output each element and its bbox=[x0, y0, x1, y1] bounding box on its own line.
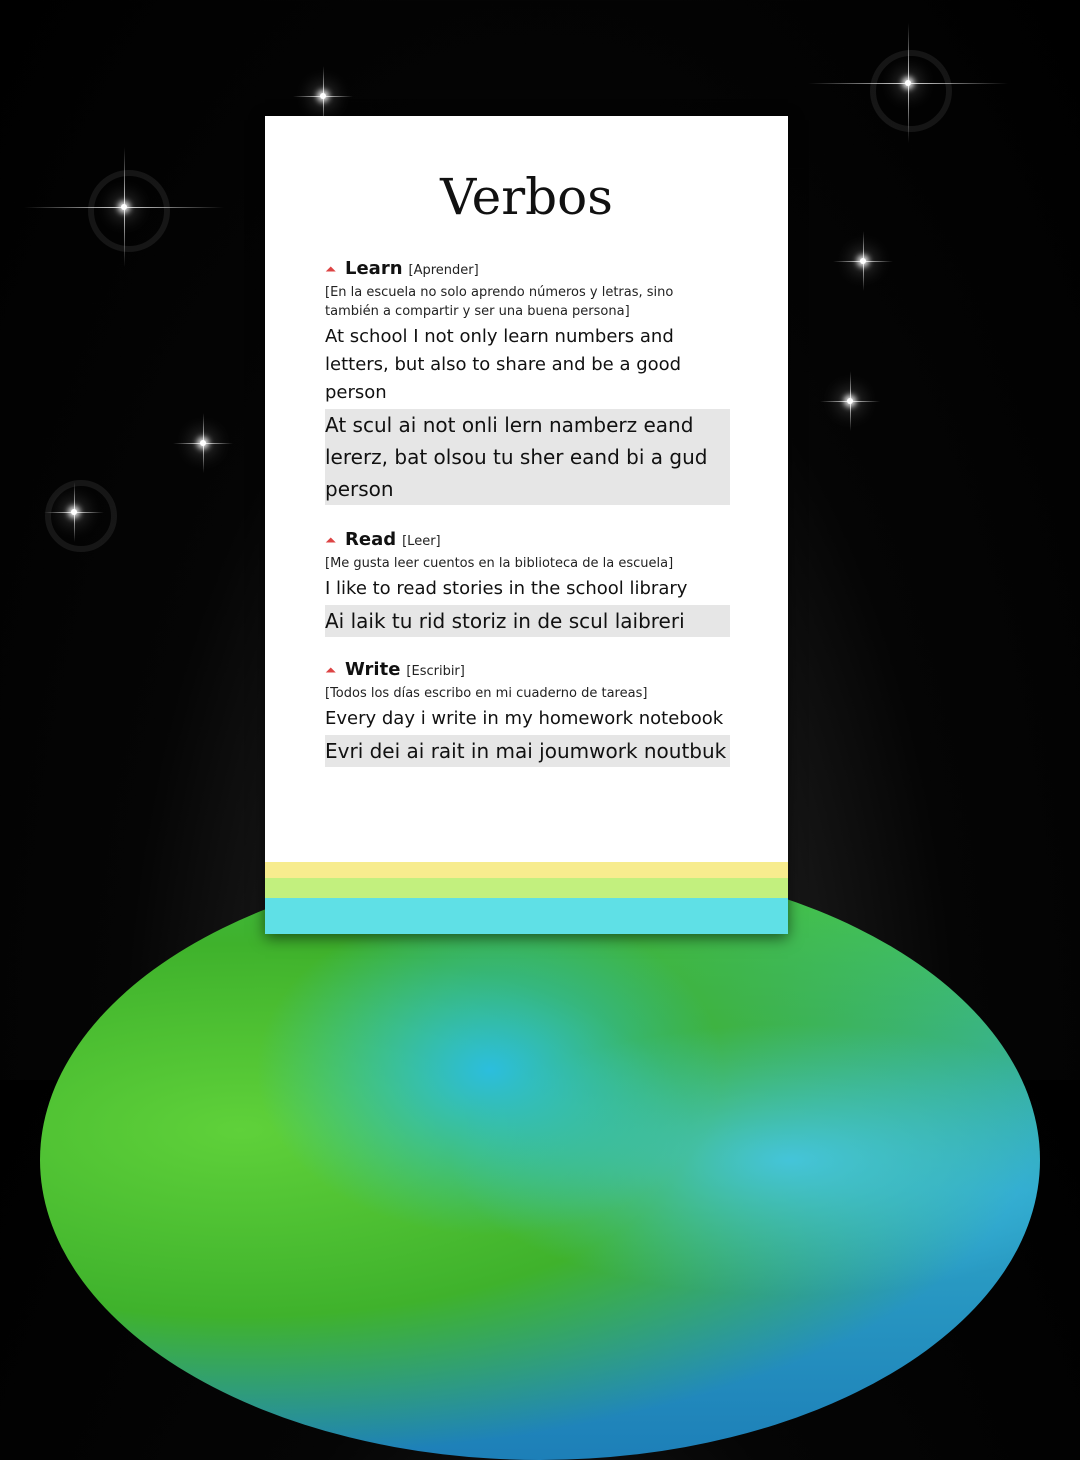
cyan-stripe bbox=[265, 898, 788, 934]
star-halo bbox=[88, 170, 170, 252]
page-title: Verbos bbox=[440, 168, 613, 226]
english-sentence: Every day i write in my homework notebook bbox=[325, 708, 724, 729]
star-icon bbox=[121, 204, 127, 210]
earth-planet bbox=[40, 860, 1040, 1460]
spanish-sentence: [Me gusta leer cuentos en la biblioteca de la escuela] bbox=[325, 556, 674, 571]
verb-word: Write bbox=[345, 659, 401, 680]
verb-heading bbox=[325, 529, 730, 550]
verb-section-read bbox=[325, 529, 730, 637]
star-halo bbox=[45, 480, 117, 552]
verb-translation: [Escribir] bbox=[406, 664, 465, 679]
star-icon bbox=[71, 509, 77, 515]
star-icon bbox=[320, 93, 326, 99]
verb-card bbox=[265, 116, 788, 934]
verb-heading bbox=[325, 659, 730, 680]
english-sentence: I like to read stories in the school library bbox=[325, 578, 688, 599]
verb-translation: [Aprender] bbox=[408, 263, 479, 278]
verb-section-learn bbox=[325, 258, 730, 505]
verb-heading bbox=[325, 258, 730, 279]
verb-translation: [Leer] bbox=[402, 534, 441, 549]
color-stripes bbox=[265, 862, 788, 934]
star-halo bbox=[870, 50, 952, 132]
verb-word: Read bbox=[345, 529, 397, 550]
star-icon bbox=[200, 440, 206, 446]
bullet-icon: ⏶ bbox=[325, 533, 337, 549]
pronunciation-sentence: Evri dei ai rait in mai joumwork noutbuk bbox=[325, 735, 730, 767]
english-sentence: At school I not only learn numbers and letters, but also to share and be a good person bbox=[325, 326, 682, 403]
bullet-icon: ⏶ bbox=[325, 663, 337, 679]
spanish-sentence: [En la escuela no solo aprendo números y letras, sino también a compartir y ser una buena persona] bbox=[325, 285, 674, 319]
lime-stripe bbox=[265, 878, 788, 898]
star-icon bbox=[905, 80, 911, 86]
verb-word: Learn bbox=[345, 258, 403, 279]
star-icon bbox=[860, 258, 866, 264]
pronunciation-sentence: At scul ai not onli lern namberz eand lererz, bat olsou tu sher eand bi a gud person bbox=[325, 409, 730, 505]
pronunciation-sentence: Ai laik tu rid storiz in de scul laibreri bbox=[325, 605, 730, 637]
star-icon bbox=[847, 398, 853, 404]
yellow-stripe bbox=[265, 862, 788, 878]
bullet-icon: ⏶ bbox=[325, 262, 337, 278]
verb-section-write bbox=[325, 659, 730, 767]
spanish-sentence: [Todos los días escribo en mi cuaderno de tareas] bbox=[325, 686, 648, 701]
